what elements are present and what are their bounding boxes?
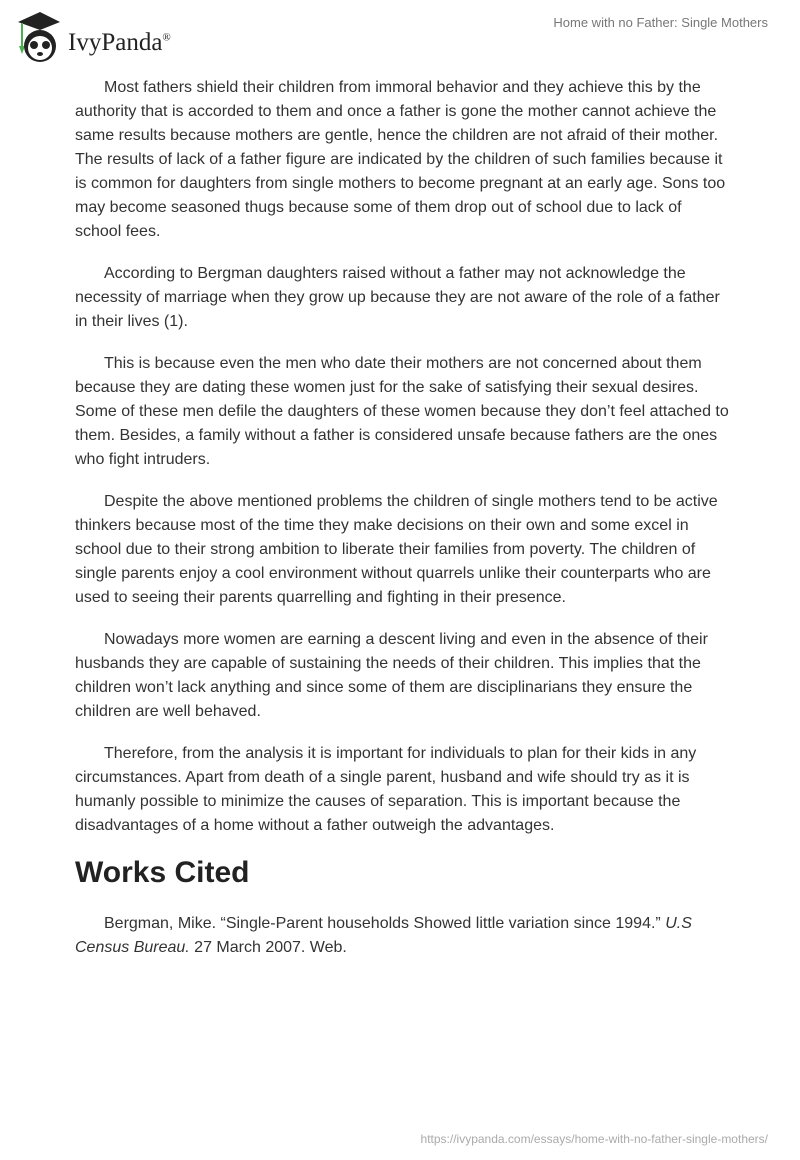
citation-source: U.S Census Bureau.	[75, 915, 692, 956]
paragraph: Most fathers shield their children from immoral behavior and they achieve this by the authority that is accorded to them and once a father is gone the mother cannot achieve the same results because mothers are gentle, hence the children are not afraid of their mother. The results of lack of a father figure are indicated by the children of such families because it is common for daughters from single mothers to become pregnant at an early age. Sons too may become seasoned thugs because some of them drop out of school due to lack of school fees.	[75, 79, 726, 240]
logo-text: IvyPanda	[68, 29, 163, 56]
panda-graduate-icon	[14, 8, 62, 68]
ivypanda-logo[interactable]	[14, 8, 171, 68]
citation-entry	[75, 912, 730, 960]
paragraph: Therefore, from the analysis it is important for individuals to plan for their kids in any circumstances. Apart from death of a single parent, husband and wife should try as it is humanly possible to minimize the causes of separation. This is important because the disadvantages of a home without a father outweigh the advantages.	[75, 745, 697, 834]
citation-tail: 27 March 2007. Web.	[189, 939, 347, 956]
essay-content	[75, 76, 730, 978]
paragraph: This is because even the men who date their mothers are not concerned about them because they are dating these women just for the sake of satisfying their sexual desires. Some of these men defile the daughters of these women because they don’t feel attached to them. Besides, a family without a father is considered unsafe because fathers are the ones who fight intruders.	[75, 355, 729, 468]
citation-text: Bergman, Mike. “Single-Parent households Showed little variation since 1994.”	[104, 915, 666, 932]
document-title: Home with no Father: Single Mothers	[553, 15, 768, 30]
registered-mark: ®	[162, 31, 171, 44]
paragraph: According to Bergman daughters raised without a father may not acknowledge the necessity of marriage when they grow up because they are not aware of the role of a father in their lives (1).	[75, 265, 720, 330]
paragraph: Despite the above mentioned problems the children of single mothers tend to be active thinkers because most of the time they make decisions on their own and some excel in school due to their strong ambition to liberate their families from poverty. The children of single parents enjoy a cool environment without quarrels unlike their counterparts who are used to seeing their parents quarrelling and fighting in their presence.	[75, 493, 718, 606]
works-cited-heading: Works Cited	[75, 856, 250, 889]
footer-url[interactable]: https://ivypanda.com/essays/home-with-no-father-single-mothers/	[420, 1132, 768, 1146]
paragraph: Nowadays more women are earning a descent living and even in the absence of their husbands they are capable of sustaining the needs of their children. This implies that the children won’t lack anything and since some of them are disciplinarians they ensure the children are well behaved.	[75, 631, 708, 720]
